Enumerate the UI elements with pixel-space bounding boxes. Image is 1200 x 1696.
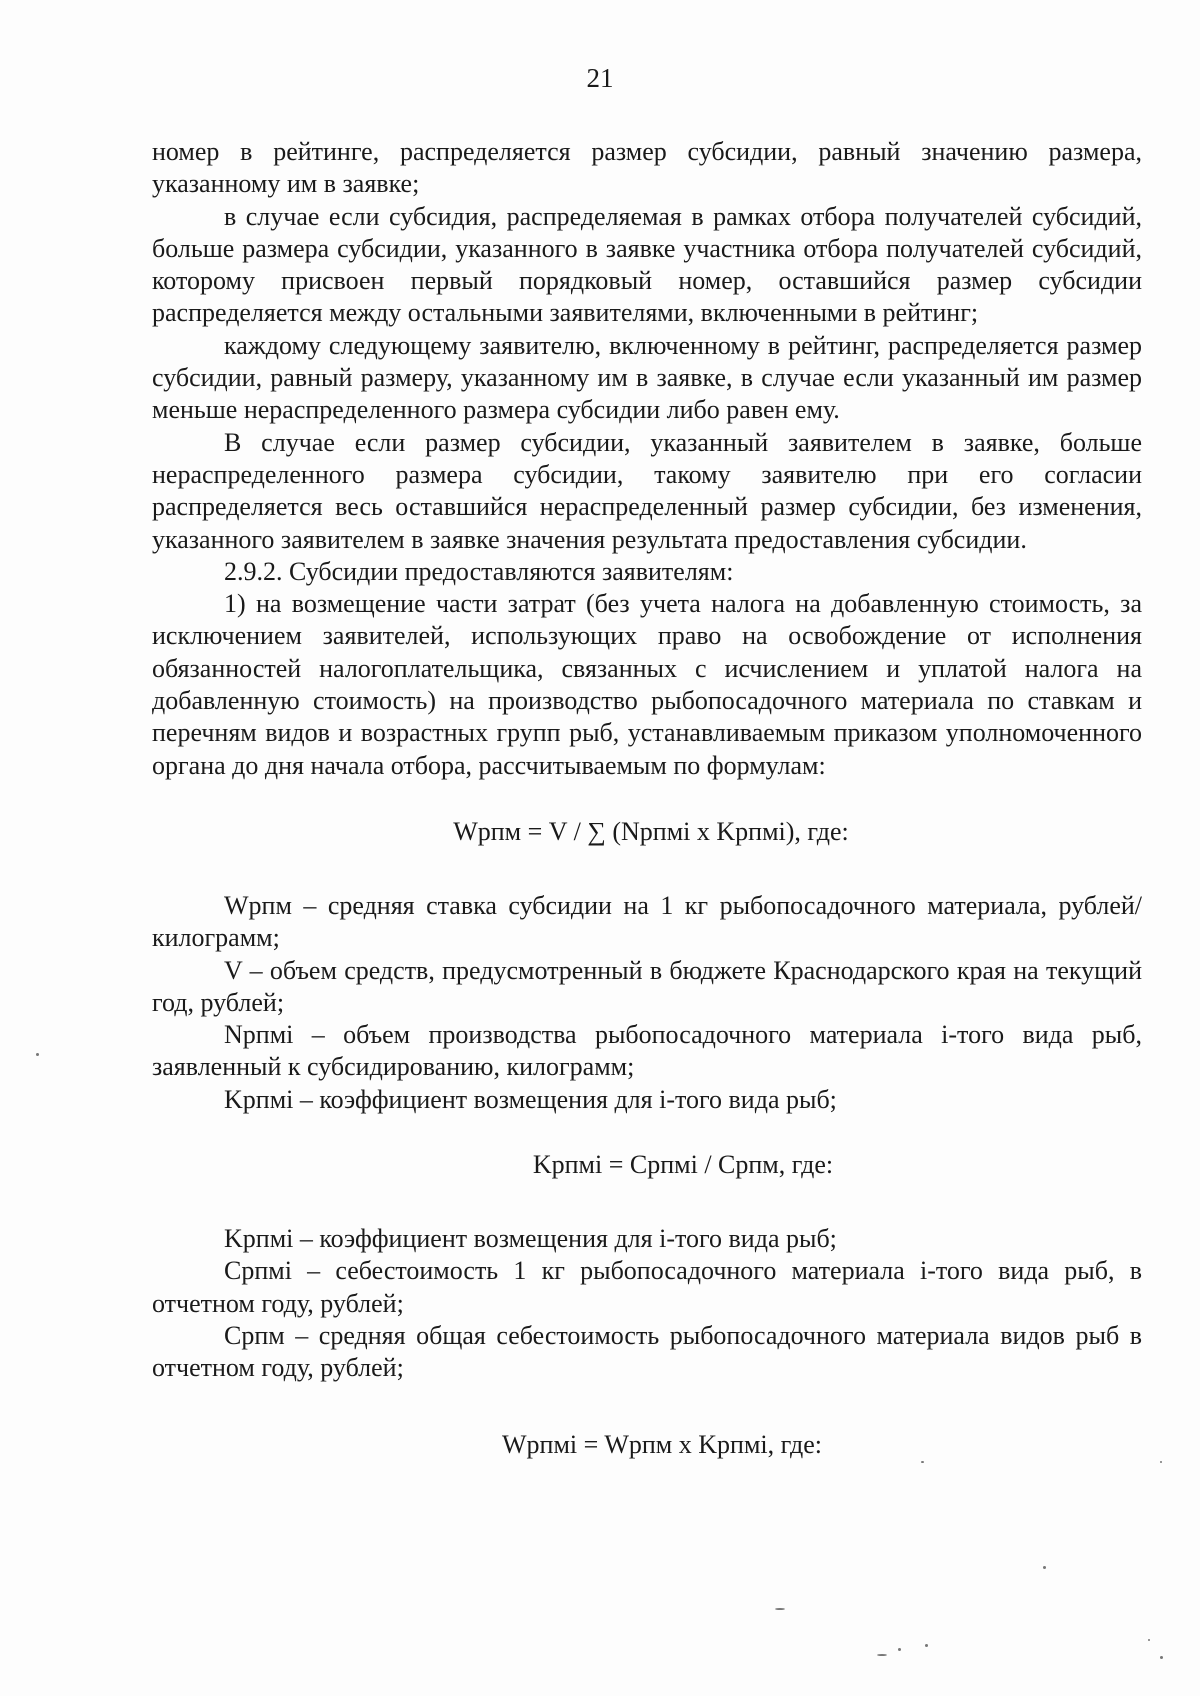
page-number: 21 xyxy=(586,63,614,93)
paragraph: 1) на возмещение части затрат (без учета налога на добавленную стоимость, за исключением заявителей, использующих право на освобождение от исполнения обязанностей налогоплательщика, связанных с исчислением и уплатой налога на добавленную стоимость) на производство рыбопосадочного материала по ставкам и перечням видов и возрастных групп рыб, устанавливаемым приказом уполномоченного органа до дня начала отбора, рассчитываемым по формулам: xyxy=(152,589,1142,780)
paragraph-continuation: номер в рейтинге, распределяется размер субсидии, равный значению размера, указанному им в заявке; xyxy=(152,137,1142,199)
definition-item: Kрпмi – коэффициент возмещения для i-того вида рыб; xyxy=(224,1224,837,1254)
definition-item: Kрпмi – коэффициент возмещения для i-того вида рыб; xyxy=(224,1084,837,1114)
paragraph: В случае если размер субсидии, указанный заявителем в заявке, больше нераспределенного размера субсидии, такому заявителю при его согласии распределяется весь оставшийся нераспределенный размер субсидии, без изменения, указанного заявителем в заявке значения результата предоставления субсидии. xyxy=(152,427,1142,554)
definition-item: Cрпмi – себестоимость 1 кг рыбопосадочного материала i-того вида рыб, в отчетном году, рублей; xyxy=(152,1256,1142,1318)
definition-item: V – объем средств, предусмотренный в бюджете Краснодарского края на текущий год, рублей; xyxy=(152,955,1142,1017)
scan-speck xyxy=(877,1654,887,1656)
formula-coefficient: Kрпмi = Cрпмi / Cрпм, где: xyxy=(532,1150,834,1180)
scan-speck xyxy=(775,1608,785,1610)
definition-item: Nрпмi – объем производства рыбопосадочного материала i-того вида рыб, заявленный к субсидированию, килограмм; xyxy=(152,1020,1142,1082)
scan-speck xyxy=(1043,1566,1046,1569)
scan-speck xyxy=(1148,1639,1150,1641)
scan-speck xyxy=(898,1648,901,1651)
definition-item: Cрпм – средняя общая себестоимость рыбопосадочного материала видов рыб в отчетном году, рублей; xyxy=(152,1320,1142,1383)
scan-speck xyxy=(1160,1461,1162,1463)
formula-average-rate: Wрпм = V / ∑ (Nрпмi x Kрпмi), где: xyxy=(453,816,849,846)
paragraph: каждому следующему заявителю, включенному в рейтинг, распределяется размер субсидии, равный размеру, указанному им в заявке, в случае если указанный им размер меньше нераспределенного размера субсидии либо равен ему. xyxy=(152,330,1142,425)
definition-item: Wрпм – средняя ставка субсидии на 1 кг рыбопосадочного материала, рублей/килограмм; xyxy=(152,890,1142,953)
document-body xyxy=(152,136,1142,1461)
scan-speck xyxy=(921,1461,924,1463)
scan-speck xyxy=(925,1644,928,1647)
scan-speck xyxy=(1160,1656,1163,1659)
scan-speck xyxy=(36,1053,39,1056)
paragraph: в случае если субсидия, распределяемая в рамках отбора получателей субсидий, больше размера субсидии, указанного в заявке участника отбора получателей субсидий, которому присвоен первый порядковый номер, оставшийся размер субсидии распределяется между остальными заявителями, включенными в рейтинг; xyxy=(152,201,1142,328)
section-heading: 2.9.2. Субсидии предоставляются заявителям: xyxy=(224,556,734,586)
formula-rate-per-species: Wрпмi = Wрпм x Kрпмi, где: xyxy=(502,1429,822,1459)
